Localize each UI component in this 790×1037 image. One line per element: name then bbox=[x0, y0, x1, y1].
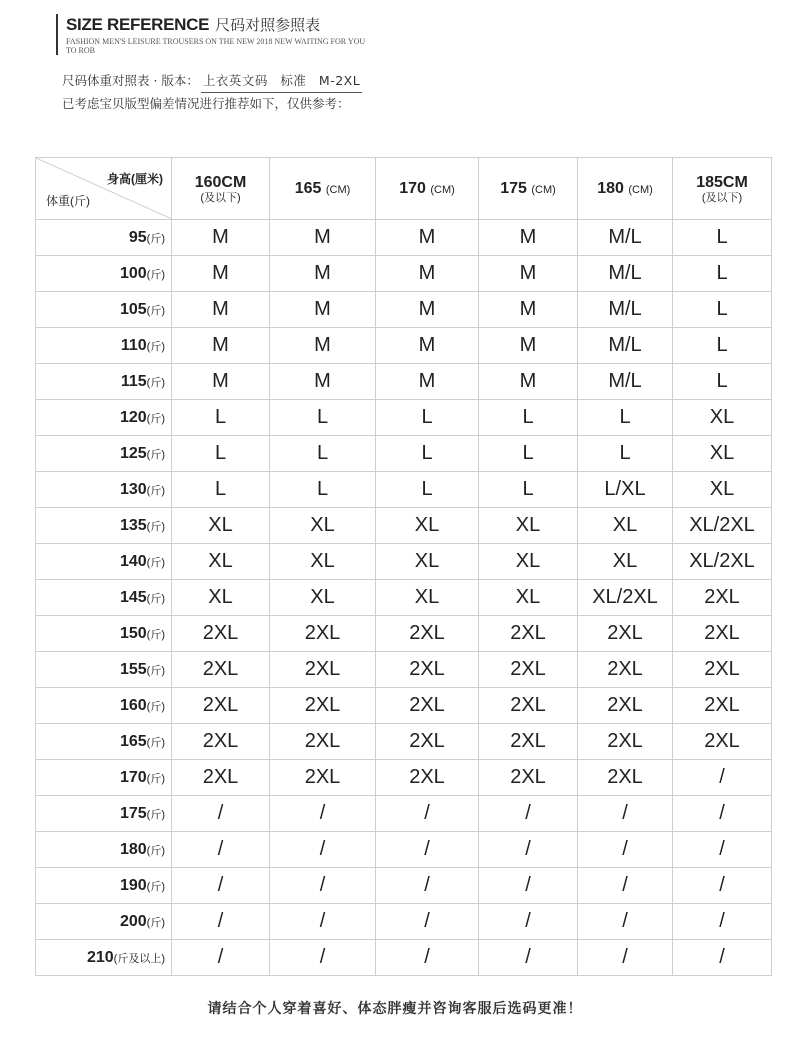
size-cell: L bbox=[376, 472, 479, 508]
weight-cell bbox=[36, 220, 172, 256]
column-header-170 bbox=[376, 158, 479, 220]
weight-cell bbox=[36, 508, 172, 544]
footer-note: 请结合个人穿着喜好、体态胖瘦并咨询客服后选码更准！ bbox=[207, 1001, 583, 1017]
size-cell: L bbox=[673, 256, 772, 292]
size-cell: L bbox=[172, 436, 270, 472]
size-cell: 2XL bbox=[376, 724, 479, 760]
size-cell: / bbox=[172, 904, 270, 940]
weight-value: 120 bbox=[119, 408, 147, 426]
column-header-unit: (CM) bbox=[325, 183, 351, 196]
column-header-unit: (CM) bbox=[628, 183, 653, 196]
table-row bbox=[36, 292, 772, 328]
size-cell: / bbox=[270, 940, 376, 976]
weight-unit: (斤) bbox=[146, 484, 165, 497]
table-row bbox=[36, 760, 772, 796]
size-cell: 2XL bbox=[479, 652, 578, 688]
size-cell: / bbox=[479, 904, 578, 940]
size-cell: L bbox=[270, 436, 376, 472]
column-header-main: 170 bbox=[399, 179, 426, 197]
weight-unit: (斤及以上) bbox=[113, 952, 165, 965]
weight-value: 95 bbox=[128, 228, 147, 246]
weight-unit: (斤) bbox=[146, 808, 165, 821]
weight-cell bbox=[36, 364, 172, 400]
weight-cell bbox=[36, 796, 172, 832]
size-cell: 2XL bbox=[376, 760, 479, 796]
size-cell: M bbox=[376, 292, 479, 328]
size-cell: 2XL bbox=[479, 724, 578, 760]
weight-unit: (斤) bbox=[146, 700, 165, 713]
weight-cell bbox=[36, 292, 172, 328]
weight-cell bbox=[36, 472, 172, 508]
intro-prefix: 尺码体重对照表 · 版本： bbox=[62, 73, 199, 88]
size-cell: 2XL bbox=[376, 616, 479, 652]
weight-value: 110 bbox=[120, 336, 147, 354]
size-cell: M bbox=[376, 220, 479, 256]
table-row bbox=[36, 328, 772, 364]
size-cell: XL bbox=[673, 400, 772, 436]
table-row bbox=[36, 616, 772, 652]
size-cell: 2XL bbox=[479, 616, 578, 652]
column-header-main: 175 bbox=[500, 179, 527, 197]
weight-value: 150 bbox=[119, 624, 147, 642]
size-cell: XL bbox=[172, 544, 270, 580]
size-cell: 2XL bbox=[479, 688, 578, 724]
size-cell: L bbox=[270, 400, 376, 436]
size-cell: / bbox=[172, 940, 270, 976]
size-cell: M bbox=[270, 256, 376, 292]
weight-cell bbox=[36, 400, 172, 436]
weight-unit: (斤) bbox=[146, 412, 165, 425]
weight-unit: (斤) bbox=[146, 556, 165, 569]
corner-cell bbox=[36, 158, 172, 220]
weight-value: 170 bbox=[119, 768, 147, 786]
weight-value: 115 bbox=[120, 372, 147, 390]
size-cell: XL/2XL bbox=[578, 580, 673, 616]
size-cell: L bbox=[673, 220, 772, 256]
size-cell: XL bbox=[172, 580, 270, 616]
weight-unit: (斤) bbox=[146, 880, 165, 893]
size-cell: M/L bbox=[578, 220, 673, 256]
weight-value: 100 bbox=[119, 264, 147, 282]
version-part-style: 上衣英文码 bbox=[202, 73, 268, 88]
size-cell: 2XL bbox=[172, 616, 270, 652]
size-cell: 2XL bbox=[270, 688, 376, 724]
size-cell: M bbox=[479, 220, 578, 256]
size-cell: / bbox=[673, 832, 772, 868]
size-cell: L bbox=[673, 292, 772, 328]
weight-value: 180 bbox=[119, 840, 147, 858]
size-cell: / bbox=[578, 796, 673, 832]
weight-cell bbox=[36, 616, 172, 652]
weight-cell bbox=[36, 832, 172, 868]
table-row bbox=[36, 904, 772, 940]
size-cell: M bbox=[270, 220, 376, 256]
size-cell: / bbox=[376, 940, 479, 976]
weight-axis-label: 体重(斤) bbox=[46, 194, 90, 208]
weight-value: 175 bbox=[119, 804, 147, 822]
size-cell: L bbox=[376, 400, 479, 436]
size-cell: 2XL bbox=[578, 616, 673, 652]
weight-value: 160 bbox=[119, 696, 147, 714]
weight-value: 165 bbox=[119, 732, 147, 750]
size-cell: XL bbox=[376, 544, 479, 580]
table-row bbox=[36, 472, 772, 508]
size-cell: M bbox=[376, 364, 479, 400]
size-cell: M bbox=[172, 328, 270, 364]
size-cell: M bbox=[172, 364, 270, 400]
size-cell: L bbox=[479, 436, 578, 472]
intro-line-1 bbox=[62, 70, 362, 93]
table-row bbox=[36, 256, 772, 292]
table-row bbox=[36, 940, 772, 976]
size-cell: 2XL bbox=[578, 760, 673, 796]
table-row bbox=[36, 508, 772, 544]
weight-value: 145 bbox=[119, 588, 147, 606]
size-cell: M bbox=[376, 256, 479, 292]
size-cell: / bbox=[673, 868, 772, 904]
weight-value: 105 bbox=[119, 300, 147, 318]
size-cell: M/L bbox=[578, 292, 673, 328]
size-cell: XL bbox=[479, 508, 578, 544]
weight-cell bbox=[36, 688, 172, 724]
weight-unit: (斤) bbox=[146, 664, 165, 677]
column-header-main: 180 bbox=[597, 179, 624, 197]
table-row bbox=[36, 832, 772, 868]
weight-cell bbox=[36, 940, 172, 976]
size-cell: / bbox=[376, 868, 479, 904]
table-row bbox=[36, 724, 772, 760]
weight-unit: (斤) bbox=[146, 340, 165, 353]
weight-cell bbox=[36, 544, 172, 580]
size-cell: M/L bbox=[578, 328, 673, 364]
weight-unit: (斤) bbox=[146, 916, 165, 929]
weight-unit: (斤) bbox=[146, 520, 165, 533]
weight-unit: (斤) bbox=[146, 448, 165, 461]
size-cell: L bbox=[578, 436, 673, 472]
column-header-180 bbox=[578, 158, 673, 220]
weight-value: 190 bbox=[119, 876, 147, 894]
size-cell: XL bbox=[673, 472, 772, 508]
size-cell: / bbox=[673, 796, 772, 832]
version-info bbox=[201, 70, 362, 93]
header-row bbox=[36, 158, 772, 220]
diagonal-divider bbox=[36, 158, 172, 219]
size-cell: / bbox=[376, 904, 479, 940]
size-cell: 2XL bbox=[673, 580, 772, 616]
size-cell: L bbox=[479, 400, 578, 436]
weight-cell bbox=[36, 652, 172, 688]
size-cell: XL/2XL bbox=[673, 508, 772, 544]
size-cell: M bbox=[172, 256, 270, 292]
intro-line-2: 已考虑宝贝版型偏差情况进行推荐如下，仅供参考： bbox=[62, 96, 350, 111]
size-cell: L bbox=[673, 328, 772, 364]
weight-value: 155 bbox=[119, 660, 147, 678]
table-row bbox=[36, 544, 772, 580]
table-row bbox=[36, 400, 772, 436]
weight-cell bbox=[36, 760, 172, 796]
size-cell: M bbox=[172, 292, 270, 328]
title-row bbox=[66, 14, 366, 35]
size-cell: XL bbox=[578, 508, 673, 544]
weight-unit: (斤) bbox=[146, 592, 165, 605]
size-cell: XL/2XL bbox=[673, 544, 772, 580]
size-cell: / bbox=[578, 832, 673, 868]
size-table-body bbox=[36, 220, 772, 976]
size-cell: XL bbox=[376, 580, 479, 616]
column-header-unit: (CM) bbox=[430, 183, 455, 196]
column-header-165 bbox=[270, 158, 376, 220]
size-cell: 2XL bbox=[673, 724, 772, 760]
page-header bbox=[56, 14, 366, 55]
size-cell: L bbox=[479, 472, 578, 508]
table-row bbox=[36, 580, 772, 616]
size-cell: / bbox=[578, 940, 673, 976]
weight-value: 200 bbox=[119, 912, 147, 930]
column-header-main: 165 bbox=[294, 179, 322, 197]
size-cell: 2XL bbox=[376, 652, 479, 688]
size-cell: 2XL bbox=[673, 688, 772, 724]
size-cell: 2XL bbox=[172, 724, 270, 760]
size-cell: 2XL bbox=[673, 652, 772, 688]
size-cell: L bbox=[673, 364, 772, 400]
size-cell: 2XL bbox=[270, 724, 376, 760]
size-cell: XL bbox=[270, 580, 376, 616]
size-cell: / bbox=[270, 832, 376, 868]
weight-cell bbox=[36, 580, 172, 616]
size-cell: 2XL bbox=[376, 688, 479, 724]
size-cell: / bbox=[172, 868, 270, 904]
size-cell: XL bbox=[479, 544, 578, 580]
size-table bbox=[35, 157, 772, 976]
weight-value: 135 bbox=[119, 516, 147, 534]
size-cell: XL bbox=[673, 436, 772, 472]
header-subtitle: FASHION MEN'S LEISURE TROUSERS ON THE NEW 2018 NEW WAITING FOR YOU TO ROB bbox=[66, 37, 366, 55]
size-cell: 2XL bbox=[479, 760, 578, 796]
title-english: SIZE REFERENCE bbox=[66, 15, 210, 34]
column-header-sub: (及以下) bbox=[701, 191, 743, 204]
column-header-main: 160CM bbox=[194, 173, 247, 191]
table-row bbox=[36, 688, 772, 724]
size-cell: L bbox=[172, 400, 270, 436]
size-cell: XL bbox=[479, 580, 578, 616]
size-cell: XL bbox=[578, 544, 673, 580]
column-header-185 bbox=[673, 158, 772, 220]
column-header-160 bbox=[172, 158, 270, 220]
weight-cell bbox=[36, 904, 172, 940]
size-cell: / bbox=[673, 904, 772, 940]
weight-unit: (斤) bbox=[146, 772, 165, 785]
height-axis-label: 身高(厘米) bbox=[107, 172, 163, 186]
size-cell: M bbox=[270, 328, 376, 364]
size-cell: M bbox=[479, 364, 578, 400]
version-part-range: M-2XL bbox=[318, 73, 361, 88]
size-cell: / bbox=[270, 868, 376, 904]
size-cell: M bbox=[172, 220, 270, 256]
size-cell: L bbox=[172, 472, 270, 508]
size-cell: M/L bbox=[578, 256, 673, 292]
size-cell: / bbox=[479, 940, 578, 976]
weight-cell bbox=[36, 724, 172, 760]
size-cell: / bbox=[376, 796, 479, 832]
column-header-unit: (CM) bbox=[531, 183, 556, 196]
size-cell: / bbox=[376, 832, 479, 868]
size-cell: / bbox=[479, 796, 578, 832]
size-cell: 2XL bbox=[172, 760, 270, 796]
version-part-fit: 标准 bbox=[280, 73, 307, 88]
table-row bbox=[36, 796, 772, 832]
table-row bbox=[36, 436, 772, 472]
size-cell: 2XL bbox=[578, 688, 673, 724]
column-header-main: 185CM bbox=[696, 173, 748, 191]
weight-value: 125 bbox=[119, 444, 147, 462]
size-cell: L bbox=[270, 472, 376, 508]
size-cell: L/XL bbox=[578, 472, 673, 508]
size-cell: / bbox=[479, 832, 578, 868]
size-cell: 2XL bbox=[578, 724, 673, 760]
size-cell: 2XL bbox=[172, 652, 270, 688]
weight-unit: (斤) bbox=[146, 736, 165, 749]
column-header-sub: (及以下) bbox=[200, 191, 241, 204]
title-chinese: 尺码对照参照表 bbox=[215, 16, 321, 34]
size-cell: M bbox=[479, 292, 578, 328]
size-cell: / bbox=[673, 760, 772, 796]
size-cell: L bbox=[376, 436, 479, 472]
size-cell: XL bbox=[270, 508, 376, 544]
weight-value: 210 bbox=[86, 948, 114, 966]
weight-cell bbox=[36, 256, 172, 292]
weight-unit: (斤) bbox=[146, 268, 165, 281]
size-cell: M/L bbox=[578, 364, 673, 400]
size-cell: / bbox=[270, 796, 376, 832]
size-cell: / bbox=[479, 868, 578, 904]
weight-value: 130 bbox=[119, 480, 147, 498]
size-cell: 2XL bbox=[270, 760, 376, 796]
weight-unit: (斤) bbox=[146, 232, 165, 245]
table-row bbox=[36, 652, 772, 688]
weight-unit: (斤) bbox=[146, 304, 165, 317]
size-cell: M bbox=[479, 328, 578, 364]
size-cell: 2XL bbox=[270, 616, 376, 652]
size-cell: / bbox=[578, 904, 673, 940]
weight-unit: (斤) bbox=[146, 628, 165, 641]
size-cell: / bbox=[172, 832, 270, 868]
size-cell: / bbox=[578, 868, 673, 904]
weight-cell bbox=[36, 328, 172, 364]
weight-value: 140 bbox=[119, 552, 147, 570]
size-cell: 2XL bbox=[172, 688, 270, 724]
weight-unit: (斤) bbox=[146, 844, 165, 857]
size-cell: M bbox=[270, 364, 376, 400]
size-cell: M bbox=[270, 292, 376, 328]
size-cell: 2XL bbox=[673, 616, 772, 652]
size-cell: M bbox=[376, 328, 479, 364]
size-cell: XL bbox=[172, 508, 270, 544]
size-cell: XL bbox=[270, 544, 376, 580]
weight-cell bbox=[36, 436, 172, 472]
table-row bbox=[36, 220, 772, 256]
size-cell: XL bbox=[376, 508, 479, 544]
size-cell: / bbox=[673, 940, 772, 976]
weight-cell bbox=[36, 868, 172, 904]
table-row bbox=[36, 364, 772, 400]
size-cell: / bbox=[270, 904, 376, 940]
size-cell: 2XL bbox=[578, 652, 673, 688]
table-row bbox=[36, 868, 772, 904]
column-header-175 bbox=[479, 158, 578, 220]
size-cell: 2XL bbox=[270, 652, 376, 688]
intro-text bbox=[62, 70, 362, 115]
size-cell: L bbox=[578, 400, 673, 436]
size-cell: M bbox=[479, 256, 578, 292]
weight-unit: (斤) bbox=[146, 376, 165, 389]
size-cell: / bbox=[172, 796, 270, 832]
